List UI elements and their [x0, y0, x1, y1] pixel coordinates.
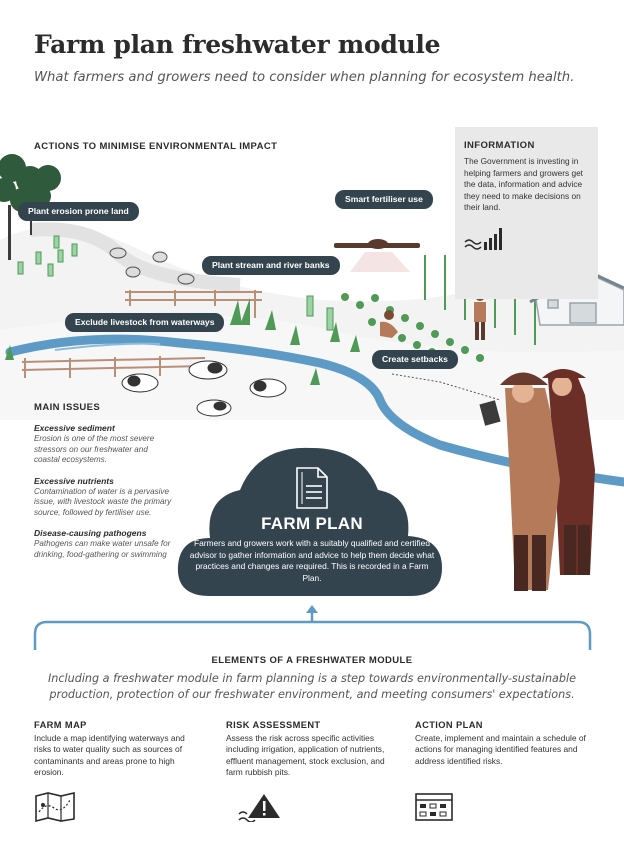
information-panel	[455, 127, 598, 299]
element-title: ACTION PLAN	[415, 720, 483, 730]
farm-plan	[188, 514, 436, 584]
label-plant-stream-and-river-banks: Plant stream and river banks	[202, 256, 340, 275]
label-exclude-livestock: Exclude livestock from waterways	[65, 313, 224, 332]
page-subtitle: What farmers and growers need to consider when planning for ecosystem health.	[34, 70, 575, 85]
information-heading: INFORMATION	[464, 140, 535, 151]
element-text: Create, implement and maintain a schedule of actions for managing identified features and address identified risks.	[415, 733, 586, 766]
schedule-icon	[415, 793, 453, 821]
elements-intro: Including a freshwater module in farm planning is a step towards environmentally-sustainable production, protection of our freshwater environment, and meeting consumers' expectations.	[47, 672, 576, 701]
farm-plan-text: Farmers and growers work with a suitably qualified and certified advisor to gather information and advice to help them decide what practices and changes are required. This is recorded in a Farm Plan.	[189, 538, 435, 583]
farm-plan-heading: FARM PLAN	[261, 514, 363, 533]
arrow-head	[306, 605, 318, 613]
label-create-setbacks: Create setbacks	[372, 350, 458, 369]
element-title: FARM MAP	[34, 720, 87, 730]
elements-heading: ELEMENTS OF A FRESHWATER MODULE	[211, 655, 413, 666]
chart-icon	[464, 226, 504, 252]
issue-title: Disease-causing pathogens	[34, 528, 147, 538]
element-farm-map	[34, 720, 204, 778]
element-text: Assess the risk across specific activities including irrigation, application of nutrients, effluent management, stock exclusion, and farm rubbish pits.	[226, 733, 385, 777]
page-title: Farm plan freshwater module	[34, 30, 441, 59]
actions-heading: ACTIONS TO MINIMISE ENVIRONMENTAL IMPACT	[34, 141, 278, 152]
issue-text: Erosion is one of the most severe stressors on our freshwater and coastal ecosystems.	[34, 434, 155, 464]
element-title: RISK ASSESSMENT	[226, 720, 321, 730]
crop-duster-plane	[334, 239, 420, 272]
information-text: The Government is investing in helping farmers and growers get the data, information and advice they need to make decisions on their land.	[464, 156, 583, 212]
map-icon	[34, 792, 76, 822]
main-issues	[34, 402, 174, 560]
element-action-plan	[415, 720, 595, 767]
label-plant-erosion-prone-land: Plant erosion prone land	[18, 202, 139, 221]
issue-title: Excessive sediment	[34, 423, 115, 433]
label-smart-fertiliser-use: Smart fertiliser use	[335, 190, 433, 209]
issue-text: Pathogens can make water unsafe for drinking, food-gathering or swimming	[34, 539, 171, 559]
warning-icon	[238, 792, 282, 822]
element-risk-assessment	[226, 720, 401, 778]
issue-text: Contamination of water is a pervasive issue, with livestock waste the primary source, followed by fertiliser use.	[34, 486, 172, 517]
main-issues-heading: MAIN ISSUES	[34, 402, 101, 413]
issue-title: Excessive nutrients	[34, 475, 114, 486]
bracket-line	[35, 622, 590, 650]
element-text: Include a map identifying waterways and risks to water quality such as sources of contaminants and areas prone to high erosion.	[34, 733, 185, 777]
